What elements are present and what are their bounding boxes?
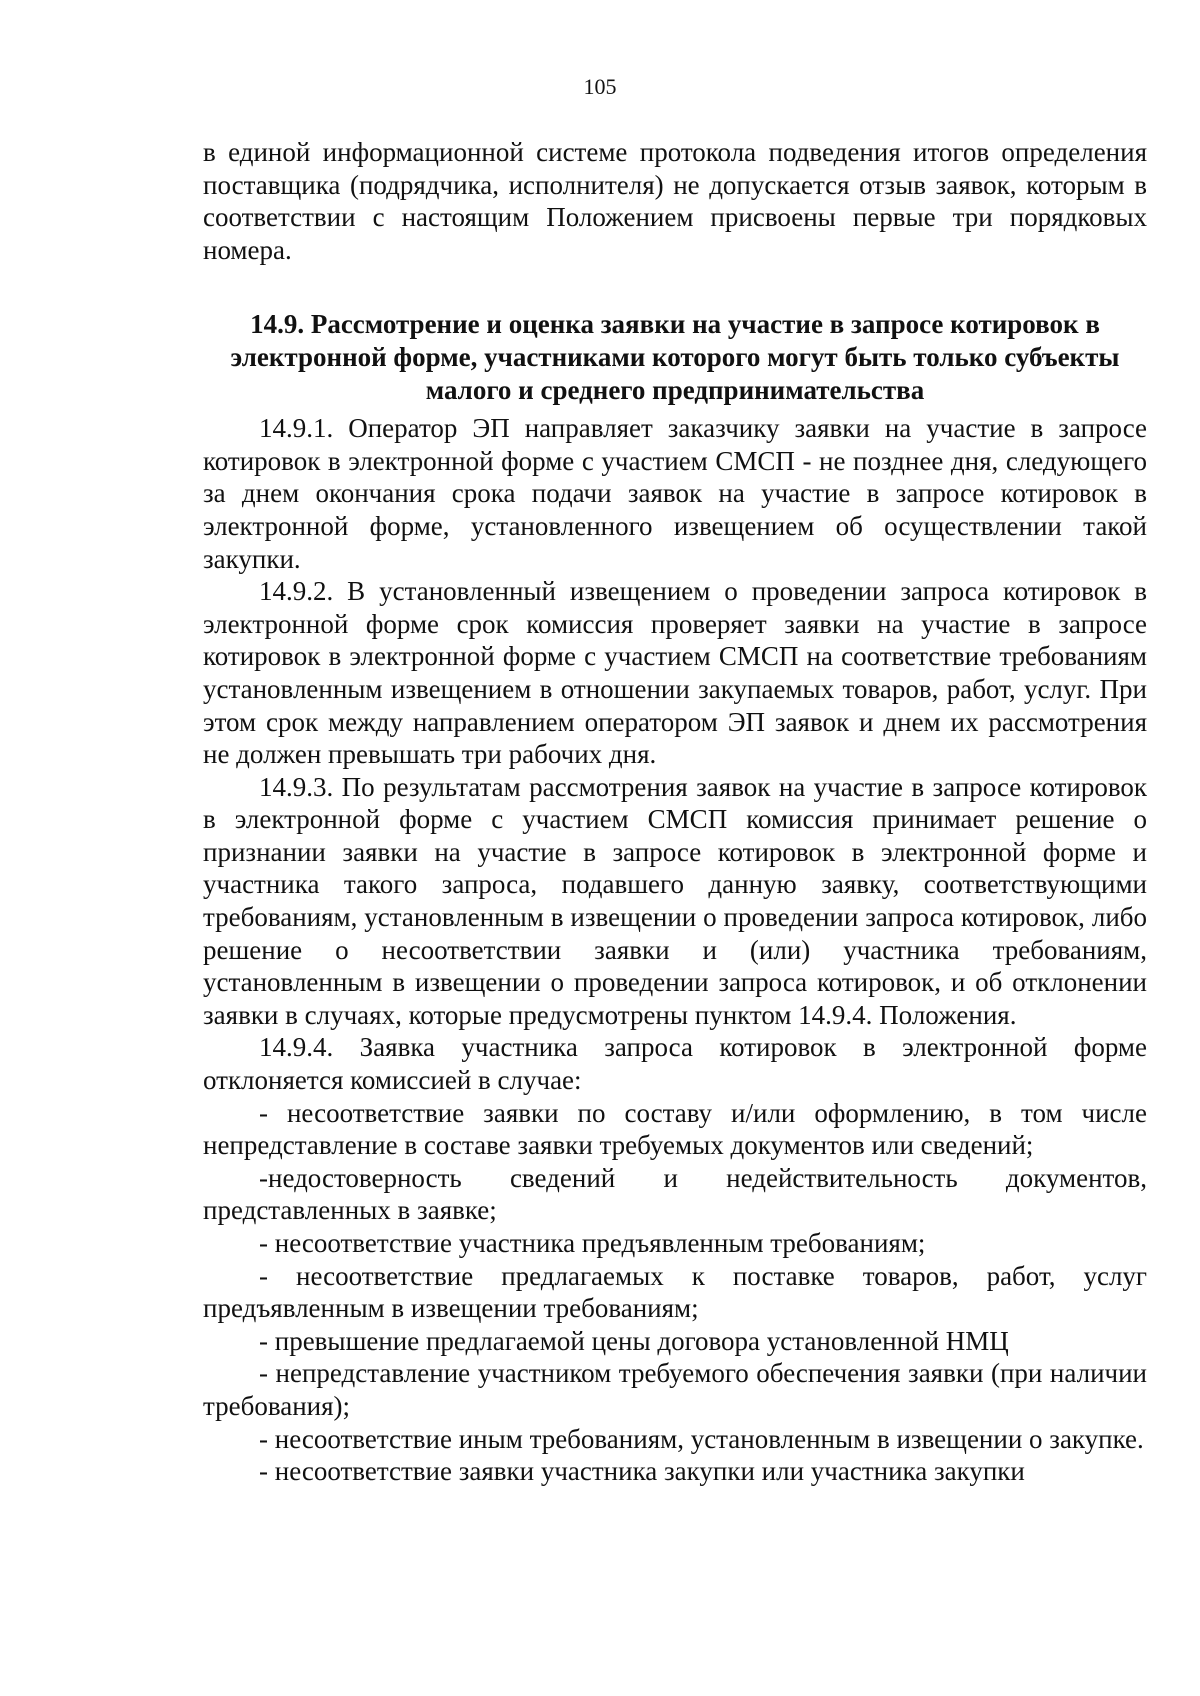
list-item: - несоответствие заявки участника закупки или участника закупки bbox=[259, 1456, 1025, 1487]
section-heading: 14.9. Рассмотрение и оценка заявки на участие в запросе котировок в электронной форме, участниками которого могут быть только субъекты малого и среднего предпринимательства bbox=[230, 309, 1120, 405]
paragraph-14-9-2: 14.9.2. В установленный извещением о проведении запроса котировок в электронной форме срок комиссия проверяет заявки на участие в запросе котировок в электронной форме с участием СМСП на соответствие требованиям установленным извещением в отношении закупаемых товаров, работ, услуг. При этом срок между направлением оператором ЭП заявок и днем их рассмотрения не должен превышать три рабочих дня. bbox=[203, 576, 1147, 770]
paragraph-14-9-4: 14.9.4. Заявка участника запроса котировок в электронной форме отклоняется комиссией в случае: bbox=[203, 1032, 1147, 1096]
list-item: - несоответствие заявки по составу и/или оформлению, в том числе непредставление в составе заявки требуемых документов или сведений; bbox=[203, 1097, 1147, 1161]
list-item: -недостоверность сведений и недействительность документов, представленных в заявке; bbox=[203, 1162, 1147, 1226]
list-item: - непредставление участником требуемого обеспечения заявки (при наличии требования); bbox=[203, 1358, 1147, 1421]
list-item: - превышение предлагаемой цены договора установленной НМЦ bbox=[259, 1325, 1009, 1356]
list-item: - несоответствие предлагаемых к поставке товаров, работ, услуг предъявленным в извещении требованиям; bbox=[203, 1260, 1147, 1324]
intro-paragraph: в единой информационной системе протокола подведения итогов определения поставщика (подрядчика, исполнителя) не допускается отзыв заявок, которым в соответствии с настоящим Положением присвоены первые три порядковых номера. bbox=[203, 137, 1147, 265]
paragraph-14-9-3: 14.9.3. По результатам рассмотрения заявок на участие в запросе котировок в электронной форме с участием СМСП комиссия принимает решение о признании заявки на участие в запросе котировок в электронной форме и участника такого запроса, подавшего данную заявку, соответствующими требованиям, установленным в извещении о проведении запроса котировок, либо решение о несоответствии заявки и (или) участника требованиям, установленным в извещении о проведении запроса котировок, и об отклонении заявки в случаях, которые предусмотрены пунктом 14.9.4. Положения. bbox=[203, 771, 1147, 1030]
paragraph-14-9-1: 14.9.1. Оператор ЭП направляет заказчику заявки на участие в запросе котировок в электронной форме с участием СМСП - не позднее дня, следующего за днем окончания срока подачи заявок на участие в запросе котировок в электронной форме, установленного извещением об осуществлении такой закупки. bbox=[203, 413, 1147, 574]
list-item: - несоответствие иным требованиям, установленным в извещении о закупке. bbox=[259, 1423, 1144, 1454]
list-item: - несоответствие участника предъявленным требованиям; bbox=[259, 1228, 926, 1258]
page-content bbox=[203, 136, 1147, 1488]
page-number: 105 bbox=[583, 74, 617, 99]
